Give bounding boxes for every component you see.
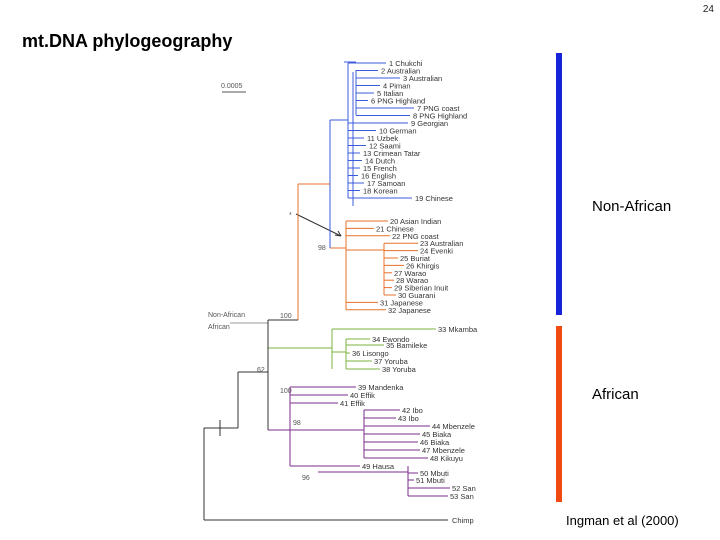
taxon-label: 13 Crimean Tatar [363, 149, 421, 158]
taxon-label: 51 Mbuti [416, 476, 445, 485]
taxon-label: 45 Biaka [422, 430, 452, 439]
taxon-label: 17 Samoan [367, 179, 406, 188]
taxon-label: 26 Khirgis [406, 261, 440, 271]
taxon-label: 40 Effik [350, 391, 375, 400]
taxon-label: 12 Saami [369, 141, 401, 151]
taxon-label: 11 Uzbek [367, 134, 399, 143]
taxon-label: 14 Dutch [365, 156, 396, 166]
taxon-label: 30 Guarani [398, 291, 436, 300]
taxon-label: 9 Georgian [411, 119, 449, 128]
taxon-label: 38 Yoruba [382, 365, 416, 374]
taxon-label: 23 Australian [420, 239, 464, 249]
taxon-label: 16 English [361, 171, 397, 181]
taxon-label: 18 Korean [363, 186, 398, 196]
bootstrap-label: 98 [318, 245, 326, 252]
taxon-label: 24 Evenki [420, 246, 453, 256]
taxon-label: 52 San [452, 484, 476, 493]
taxon-label: 2 Australian [381, 66, 421, 76]
taxon-label: 25 Buriat [400, 254, 431, 263]
arrow-shaft [296, 214, 341, 236]
taxon-label: 50 Mbuti [420, 469, 449, 478]
tree-label-african: African [208, 324, 230, 331]
non-african-label: Non-African [592, 198, 672, 215]
taxon-label: 5 Italian [377, 89, 404, 98]
taxon-label: 19 Chinese [415, 194, 453, 203]
taxon-label: 31 Japanese [380, 298, 423, 308]
taxon-label: 42 Ibo [402, 406, 423, 415]
taxon-label: 28 Warao [396, 276, 429, 286]
asterisk-marker: * [289, 212, 292, 219]
taxon-label: 20 Asian Indian [390, 217, 442, 226]
scale-label: 0.0005 [221, 83, 243, 90]
taxon-label: 47 Mbenzele [422, 446, 465, 455]
taxon-label: 21 Chinese [376, 224, 414, 234]
taxon-label: 15 French [363, 164, 397, 173]
page-number: 24 [702, 4, 714, 15]
citation: Ingman et al (2000) [566, 513, 679, 528]
taxon-label: 33 Mkamba [438, 325, 478, 334]
taxon-label: 34 Ewondo [372, 335, 410, 344]
taxon-label: 44 Mbenzele [432, 422, 475, 431]
african-bar [556, 326, 562, 502]
taxon-label: 35 Bamileke [386, 341, 428, 350]
taxon-label: 36 Lisongo [352, 349, 389, 358]
bootstrap-label: 96 [302, 475, 310, 482]
bootstrap-label: 62 [257, 367, 265, 374]
bootstrap-label: 100 [280, 313, 292, 320]
bootstrap-label: 98 [293, 420, 301, 427]
taxon-label: 22 PNG coast [392, 231, 439, 241]
non-african-bar [556, 53, 562, 315]
african-label: African [592, 386, 639, 403]
taxon-label: 53 San [450, 492, 474, 501]
taxon-label: 4 Piman [383, 81, 411, 91]
taxon-label: 6 PNG Highland [371, 96, 426, 106]
taxon-label: 43 Ibo [398, 414, 419, 423]
taxon-label: 41 Effik [340, 399, 365, 408]
taxon-label: 10 German [379, 126, 417, 136]
taxon-label: 27 Warao [394, 268, 427, 278]
taxon-label: 39 Mandenka [358, 383, 404, 392]
taxon-label: 7 PNG coast [417, 104, 460, 113]
taxon-label: 49 Hausa [362, 462, 395, 471]
taxon-label: 1 Chukchi [389, 59, 423, 68]
taxon-label: 3 Australian [403, 74, 443, 83]
taxon-label: 37 Yoruba [374, 357, 408, 366]
taxon-label: 8 PNG Highland [413, 111, 468, 121]
taxon-label: 29 Siberian Inuit [394, 283, 449, 293]
tree-label-non-african: Non-African [208, 312, 245, 319]
bootstrap-label: 100 [280, 388, 292, 395]
taxon-label-outgroup: Chimp [452, 516, 474, 525]
taxon-label: 48 Kikuyu [430, 454, 463, 463]
taxon-label: 32 Japanese [388, 305, 431, 315]
taxon-label: 46 Biaka [420, 438, 450, 447]
slide-title: mt.DNA phylogeography [22, 31, 233, 51]
